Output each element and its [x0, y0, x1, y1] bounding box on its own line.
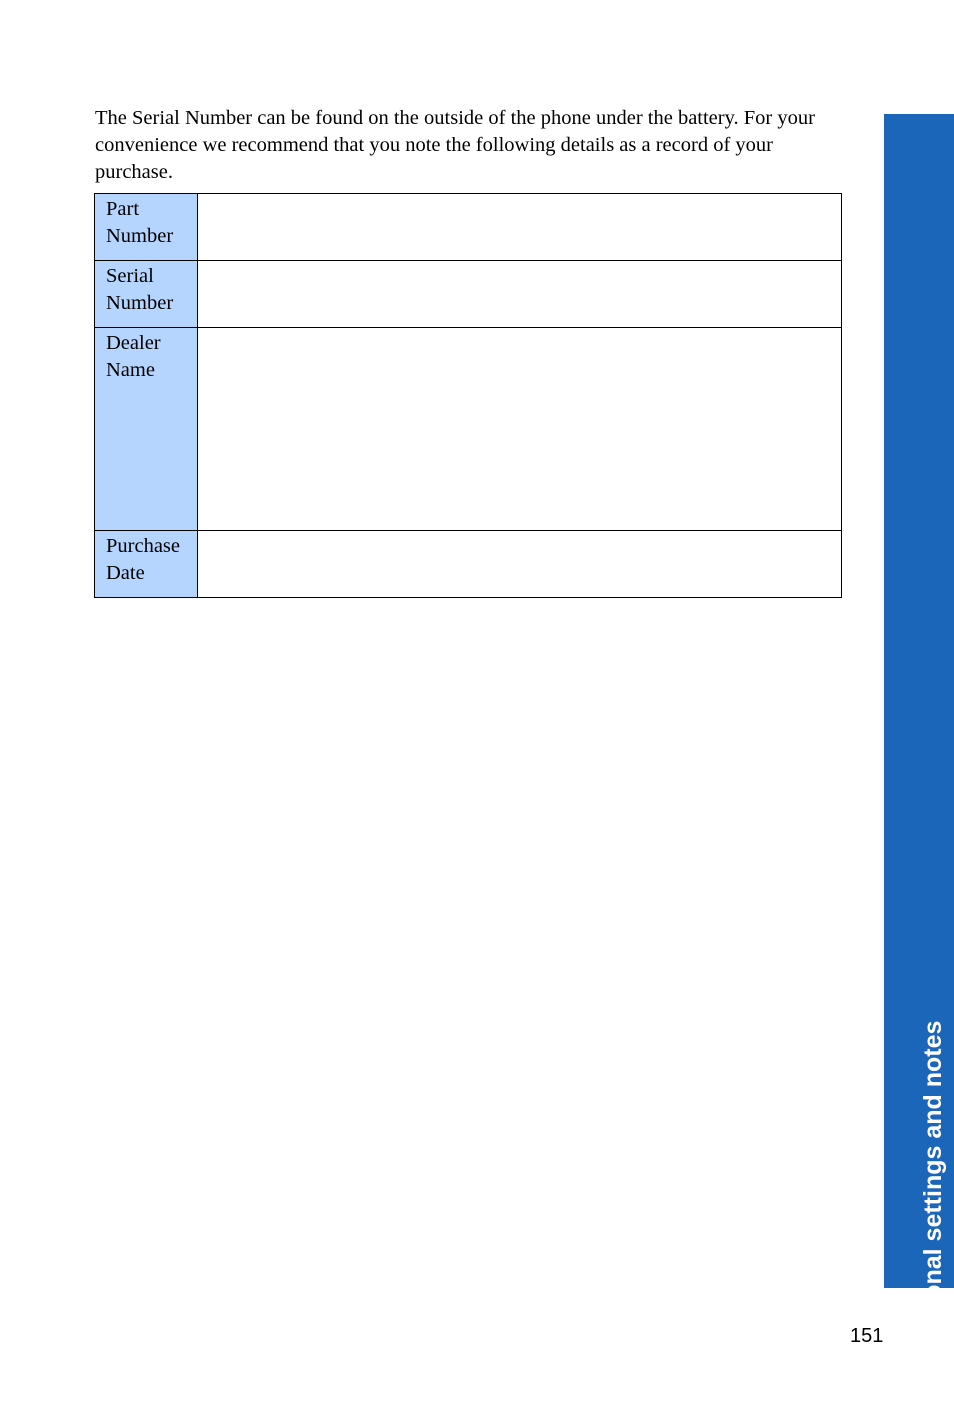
table-row-part-number: [95, 194, 842, 261]
intro-paragraph: The Serial Number can be found on the outside of the phone under the battery. For your convenience we recommend that you note the following details as a record of your purchase.: [95, 107, 815, 183]
dealer-name-value: [198, 328, 842, 531]
page-number: 151: [850, 1325, 884, 1347]
section-side-tab: [884, 114, 954, 1354]
table-row-dealer-name: [95, 328, 842, 531]
part-number-value: [198, 194, 842, 261]
part-number-label: Part Number: [95, 194, 198, 261]
section-tab-label: Personal settings and notes: [919, 1020, 947, 1354]
table-row-purchase-date: [95, 531, 842, 598]
purchase-date-value: [198, 531, 842, 598]
dealer-name-label: Dealer Name: [95, 328, 198, 531]
table-row-serial-number: [95, 261, 842, 328]
serial-number-value: [198, 261, 842, 328]
purchase-record-table: [94, 193, 842, 598]
serial-number-label: Serial Number: [95, 261, 198, 328]
purchase-date-label: Purchase Date: [95, 531, 198, 598]
